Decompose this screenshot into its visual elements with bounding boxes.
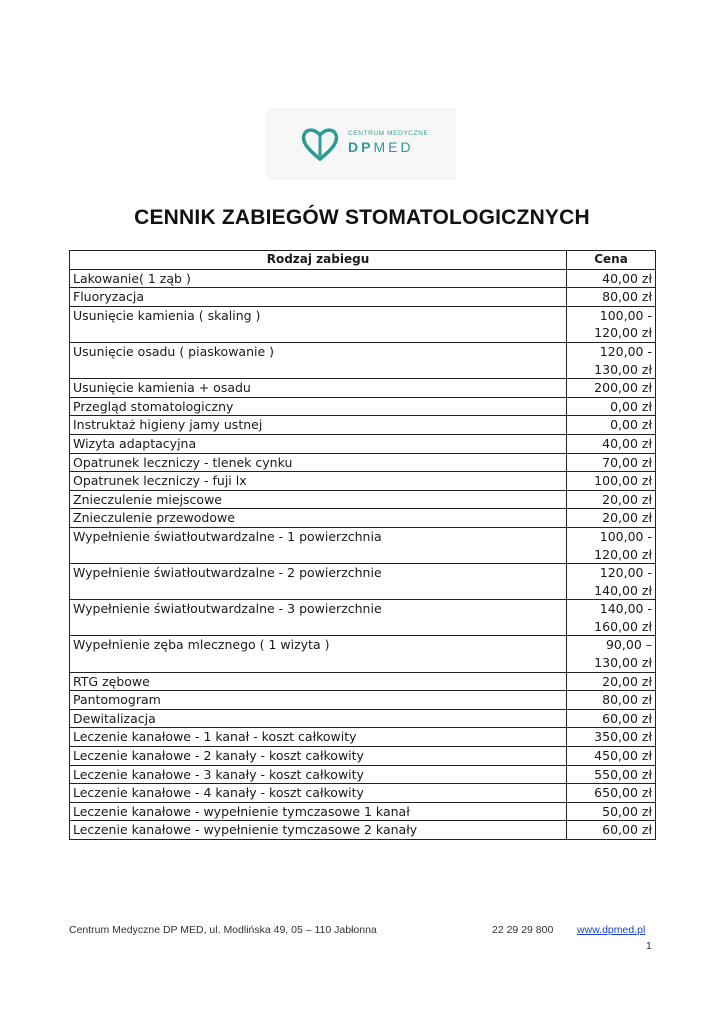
row-name: Leczenie kanałowe - 3 kanały - koszt całkowity bbox=[70, 765, 567, 784]
row-price: 80,00 zł bbox=[567, 691, 656, 710]
table-row bbox=[70, 269, 656, 288]
logo-wordmark bbox=[348, 139, 414, 155]
row-price: 60,00 zł bbox=[567, 821, 656, 840]
row-name: Przegląd stomatologiczny bbox=[70, 397, 567, 416]
table-row bbox=[70, 397, 656, 416]
row-name: Opatrunek leczniczy - tlenek cynku bbox=[70, 453, 567, 472]
row-price: 20,00 zł bbox=[567, 509, 656, 528]
row-name: Lakowanie( 1 ząb ) bbox=[70, 269, 567, 288]
row-name: Usunięcie kamienia ( skaling ) bbox=[70, 306, 567, 342]
page-title: CENNIK ZABIEGÓW STOMATOLOGICZNYCH bbox=[134, 206, 590, 229]
footer-phone: 22 29 29 800 bbox=[492, 924, 554, 936]
row-price: 90,00 – 130,00 zł bbox=[567, 636, 656, 672]
table-row bbox=[70, 288, 656, 307]
row-price: 40,00 zł bbox=[567, 269, 656, 288]
table-row bbox=[70, 434, 656, 453]
row-name: Fluoryzacja bbox=[70, 288, 567, 307]
footer-address: Centrum Medyczne DP MED, ul. Modlińska 49, 05 – 110 Jabłonna bbox=[69, 924, 377, 936]
row-name: Pantomogram bbox=[70, 691, 567, 710]
table-row bbox=[70, 472, 656, 491]
row-price: 70,00 zł bbox=[567, 453, 656, 472]
row-name: Leczenie kanałowe - 1 kanał - koszt całkowity bbox=[70, 728, 567, 747]
row-price: 120,00 - 130,00 zł bbox=[567, 342, 656, 378]
table-row bbox=[70, 672, 656, 691]
row-name: Znieczulenie miejscowe bbox=[70, 490, 567, 509]
row-price: 60,00 zł bbox=[567, 709, 656, 728]
table-row bbox=[70, 691, 656, 710]
footer-website-link[interactable]: www.dpmed.pl bbox=[577, 924, 646, 936]
row-price: 450,00 zł bbox=[567, 747, 656, 766]
table-row bbox=[70, 747, 656, 766]
table-row bbox=[70, 728, 656, 747]
logo-dp: DP bbox=[348, 139, 374, 155]
row-name: Usunięcie kamienia + osadu bbox=[70, 379, 567, 398]
row-price: 350,00 zł bbox=[567, 728, 656, 747]
row-price: 120,00 - 140,00 zł bbox=[567, 564, 656, 600]
table-row bbox=[70, 416, 656, 435]
row-price: 100,00 - 120,00 zł bbox=[567, 306, 656, 342]
table-row bbox=[70, 306, 656, 342]
table-row bbox=[70, 527, 656, 563]
table-row bbox=[70, 490, 656, 509]
row-price: 140,00 - 160,00 zł bbox=[567, 600, 656, 636]
row-name: Leczenie kanałowe - 4 kanały - koszt całkowity bbox=[70, 784, 567, 803]
row-price: 20,00 zł bbox=[567, 490, 656, 509]
row-price: 80,00 zł bbox=[567, 288, 656, 307]
row-name: Wypełnienie zęba mlecznego ( 1 wizyta ) bbox=[70, 636, 567, 672]
row-name: Znieczulenie przewodowe bbox=[70, 509, 567, 528]
row-price: 0,00 zł bbox=[567, 397, 656, 416]
row-name: Usunięcie osadu ( piaskowanie ) bbox=[70, 342, 567, 378]
row-name: Instruktaż higieny jamy ustnej bbox=[70, 416, 567, 435]
row-name: Opatrunek leczniczy - fuji lx bbox=[70, 472, 567, 491]
table-row bbox=[70, 509, 656, 528]
row-price: 0,00 zł bbox=[567, 416, 656, 435]
logo bbox=[266, 108, 456, 180]
header-price: Cena bbox=[567, 251, 656, 270]
table-row bbox=[70, 379, 656, 398]
row-name: Wypełnienie światłoutwardzalne - 1 powierzchnia bbox=[70, 527, 567, 563]
row-price: 50,00 zł bbox=[567, 802, 656, 821]
row-price: 40,00 zł bbox=[567, 434, 656, 453]
table-row bbox=[70, 600, 656, 636]
row-price: 650,00 zł bbox=[567, 784, 656, 803]
table-row bbox=[70, 564, 656, 600]
row-price: 200,00 zł bbox=[567, 379, 656, 398]
row-name: Dewitalizacja bbox=[70, 709, 567, 728]
row-price: 20,00 zł bbox=[567, 672, 656, 691]
table-row bbox=[70, 636, 656, 672]
table-row bbox=[70, 453, 656, 472]
row-name: Wypełnienie światłoutwardzalne - 3 powierzchnie bbox=[70, 600, 567, 636]
logo-subtitle: CENTRUM MEDYCZNE bbox=[348, 130, 429, 137]
table-row bbox=[70, 709, 656, 728]
table-header-row bbox=[70, 251, 656, 270]
table-row bbox=[70, 802, 656, 821]
row-name: Wypełnienie światłoutwardzalne - 2 powierzchnie bbox=[70, 564, 567, 600]
row-price: 100,00 zł bbox=[567, 472, 656, 491]
table-row bbox=[70, 784, 656, 803]
row-name: Wizyta adaptacyjna bbox=[70, 434, 567, 453]
row-name: Leczenie kanałowe - 2 kanały - koszt całkowity bbox=[70, 747, 567, 766]
heart-logo-icon bbox=[300, 126, 340, 162]
row-name: Leczenie kanałowe - wypełnienie tymczasowe 2 kanały bbox=[70, 821, 567, 840]
header-name: Rodzaj zabiegu bbox=[70, 251, 567, 270]
row-price: 550,00 zł bbox=[567, 765, 656, 784]
table-row bbox=[70, 821, 656, 840]
table-row bbox=[70, 765, 656, 784]
logo-med: MED bbox=[373, 139, 414, 155]
price-table bbox=[69, 250, 656, 840]
table-row bbox=[70, 342, 656, 378]
row-name: Leczenie kanałowe - wypełnienie tymczasowe 1 kanał bbox=[70, 802, 567, 821]
page-number: 1 bbox=[646, 940, 652, 952]
row-name: RTG zębowe bbox=[70, 672, 567, 691]
row-price: 100,00 - 120,00 zł bbox=[567, 527, 656, 563]
